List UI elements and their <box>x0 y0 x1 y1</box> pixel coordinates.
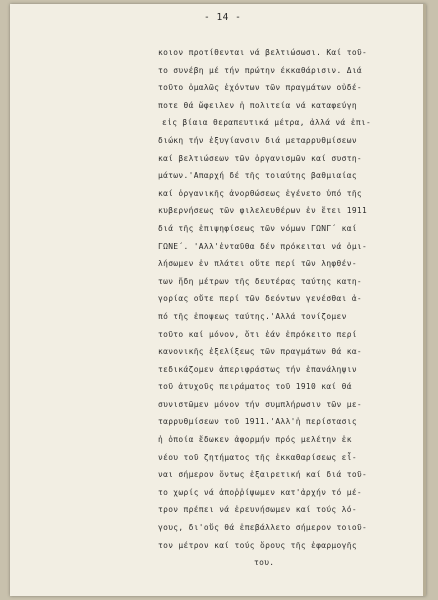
text-line: ναι σήμερον ὄντως ἐξαιρετική καί διά τοῦ- <box>158 470 368 480</box>
text-line: διά τῆς ἐπιψηφίσεως τῶν νόμων ΓΩΝΓ΄ καί <box>158 223 357 233</box>
text-line: τον μέτρον καί τούς ὅρους τῆς ἐφαρμογῆς <box>158 540 357 550</box>
text-line: καί ὀργανικῆς ἀνορθώσεως ἐγένετο ὑπό τῆς <box>158 188 363 198</box>
text-line: ποτε θά ὤφειλεν ἡ πολιτεία νά καταφεύγη <box>158 100 357 110</box>
text-line: το συνέβη μέ τήν πρώτην έκκαθάρισιν. Διά <box>158 65 363 75</box>
text-line: ΓΩΝΕ΄. 'Αλλ'ἐνταῦθα δέν πρόκειται νά ὁμι- <box>158 241 368 251</box>
text-line: ἡ ὁποία ἔδωκεν ἀφορμήν πρός μελέτην ἐκ <box>158 435 352 445</box>
text-line: ταρρυθμίσεων τοῦ 1911.'Αλλ'ἡ περίστασις <box>158 417 357 427</box>
text-line: λήσωμεν ἐν πλάτει οὔτε περί τῶν ληφθέν- <box>158 259 357 269</box>
text-line: εἰς βίαια θεραπευτικά μέτρα, ἀλλά νά ἐπι- <box>162 118 372 128</box>
text-line: του. <box>254 558 275 568</box>
text-line: καί βελτιώσεων τῶν ὀργανισμῶν καί συστη- <box>158 153 363 163</box>
text-line: τεδικάζομεν ἀπεριφράστως τήν ἐπανάληψιν <box>158 364 357 374</box>
page-number: - 14 - <box>204 12 242 23</box>
text-line: νέου τοῦ ζητήματος τῆς ἐκκαθαρίσεως εἶ- <box>158 452 357 462</box>
text-line: τοῦ ἀτυχοῦς πειράματος τοῦ 1910 καί θά <box>158 382 352 392</box>
text-line: τρον πρέπει νά ἐρευνήσωμεν καί τούς λό- <box>158 505 357 515</box>
text-line: κανονικῆς ἐξελίξεως τῶν πραγμάτων θά κα- <box>158 347 363 357</box>
text-line: πό τῆς ἐποψεως ταύτης.'Αλλά τονίζομεν <box>158 311 347 321</box>
text-line: το χωρίς νά ἀποῤῥίψωμεν κατ'ἀρχήν τό μέ- <box>158 487 363 497</box>
text-line: συνιστῶμεν μόνον τήν συμπλήρωσιν τῶν με- <box>158 399 363 409</box>
text-line: κοιον προτίθενται νά βελτιώσωσι. Καί τοῦ- <box>158 48 368 57</box>
text-line: γορίας οὔτε περί τῶν δεόντων γενέσθαι ἀ- <box>158 294 363 304</box>
text-line: των ἤδη μέτρων τῆς δευτέρας ταύτης κατη- <box>158 276 363 286</box>
text-line: διώκη τήν ἐξυγίανσιν διά μεταρρυθμίσεων <box>158 135 357 145</box>
text-line: μάτων.'Απαρχή δέ τῆς τοιαύτης βαθμιαίας <box>158 171 357 181</box>
text-line: κυβερνήσεως τῶν φιλελευθέρων ἐν ἔτει 1911 <box>158 206 368 216</box>
body-text <box>158 44 422 572</box>
text-line: γους, δι'οὕς θά ἐπεβάλλετο σήμερον τοιοῦ- <box>158 523 368 533</box>
page-edge-shadow <box>423 4 426 596</box>
text-line: τοῦτο καί μόνον, ὅτι ἐάν ἐπρόκειτο περί <box>158 329 357 339</box>
document-page <box>10 4 426 596</box>
text-line: τοῦτο ὁμαλῶς ἐχόντων τῶν πραγμάτων οὐδέ- <box>158 83 363 93</box>
